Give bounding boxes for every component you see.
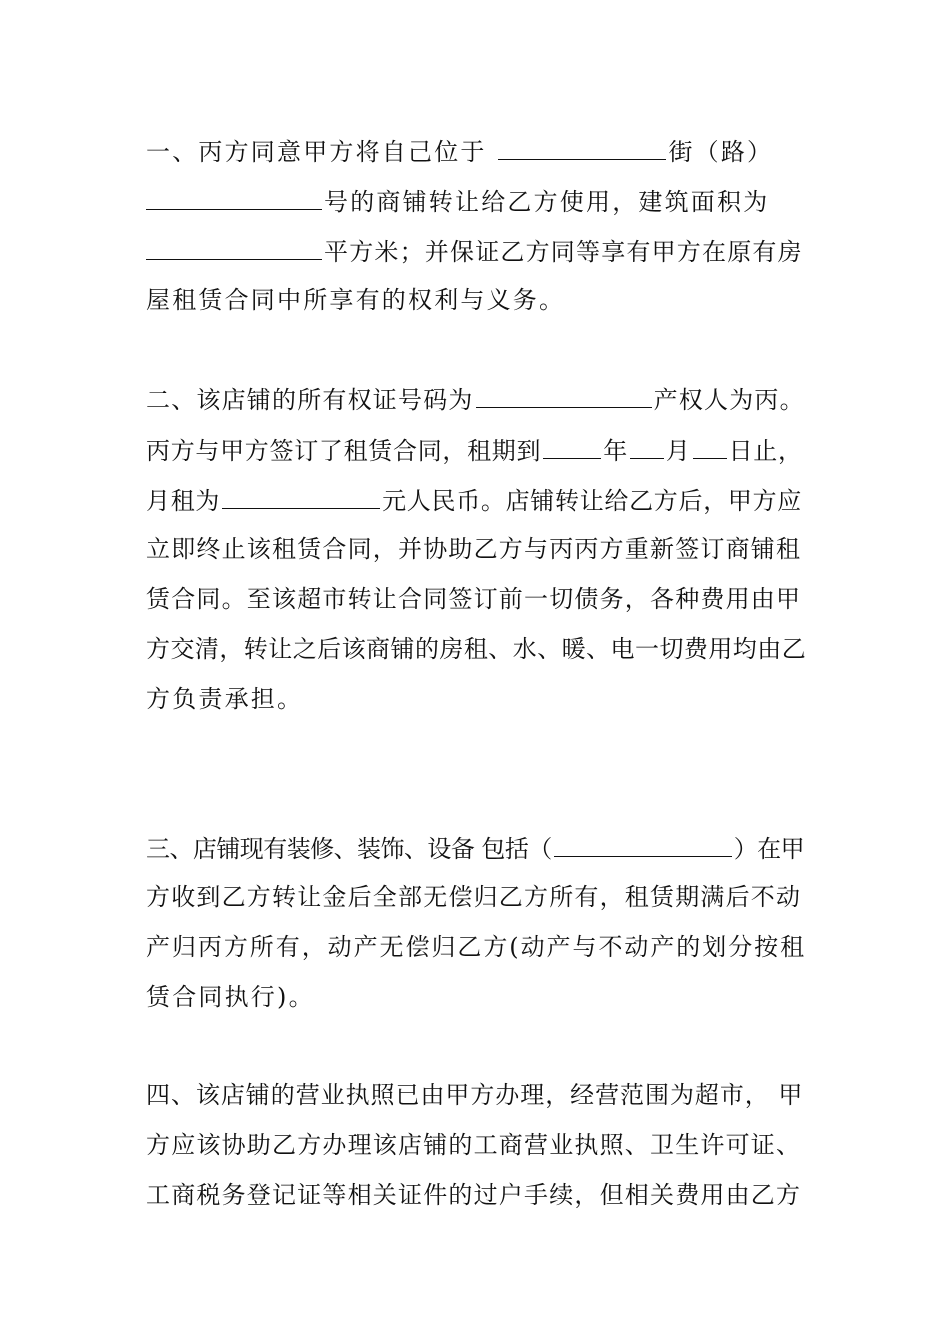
clause-1-line-2 [146,185,806,215]
text: 年 [603,437,628,465]
text: 一、丙方同意甲方将自己位于 [146,138,487,166]
text: ）在甲 [733,835,805,863]
text: 四、该店铺的营业执照已由甲方办理，经营范围为超市， 甲 [146,1081,804,1109]
text: 丙方与甲方签订了租赁合同，租期到 [146,437,542,465]
text: 方负责承担。 [146,685,304,713]
clause-3-line-2 [146,882,806,912]
text: 平方米；并保证乙方同等享有甲方在原有房 [324,238,803,266]
clause-4-line-1 [146,1080,806,1110]
text: 方交清，转让之后该商铺的房租、水、暖、电一切费用均由乙 [146,635,807,663]
clause-1-line-3 [146,235,806,265]
text: 工商税务登记证等相关证件的过户手续，但相关费用由乙方 [146,1181,802,1209]
street-blank[interactable] [498,135,666,160]
text: 屋租赁合同中所享有的权利与义务。 [146,286,566,314]
text: 方收到乙方转让金后全部无偿归乙方所有，租赁期满后不动 [146,883,802,911]
clause-3-line-4 [146,982,806,1012]
clause-2-line-7 [146,684,806,714]
text: 方应该协助乙方办理该店铺的工商营业执照、卫生许可证、 [146,1131,802,1159]
clause-3-line-3 [146,932,806,962]
monthly-rent-blank[interactable] [222,484,380,509]
text: 日止， [728,437,803,465]
text: 产权人为丙。 [653,386,805,414]
text: 三、店铺现有装修、装饰、设备 包括（ [146,835,552,863]
certificate-number-blank[interactable] [476,383,652,408]
equipment-blank[interactable] [554,832,732,857]
clause-2-line-6 [146,634,806,664]
clause-2-line-1 [146,383,806,413]
year-blank[interactable] [543,434,601,459]
text: 产归丙方所有，动产无偿归乙方(动产与不动产的划分按租 [146,933,807,961]
text: 元人民币。店铺转让给乙方后，甲方应 [382,487,803,515]
text: 赁合同。至该超市转让合同签订前一切债务，各种费用由甲 [146,585,802,613]
clause-2-line-4 [146,534,806,564]
clause-2-line-5 [146,584,806,614]
clause-1-line-4 [146,285,806,315]
text: 月 [665,437,691,465]
text: 月租为 [146,487,221,515]
day-blank[interactable] [693,434,727,459]
clause-1-line-1 [146,135,806,165]
clause-2-line-3 [146,484,806,514]
text: 号的商铺转让给乙方使用，建筑面积为 [324,188,770,216]
clause-4-line-2 [146,1130,806,1160]
number-blank[interactable] [146,185,322,210]
clause-2-line-2 [146,434,806,464]
text: 赁合同执行)。 [146,983,315,1011]
text: 街（路） [668,138,774,166]
text: 二、该店铺的所有权证号码为 [146,386,474,414]
text: 立即终止该租赁合同，并协助乙方与丙丙方重新签订商铺租 [146,535,802,563]
month-blank[interactable] [630,434,664,459]
clause-4-line-3 [146,1180,806,1210]
clause-3-line-1 [146,832,806,862]
area-blank[interactable] [146,235,322,260]
